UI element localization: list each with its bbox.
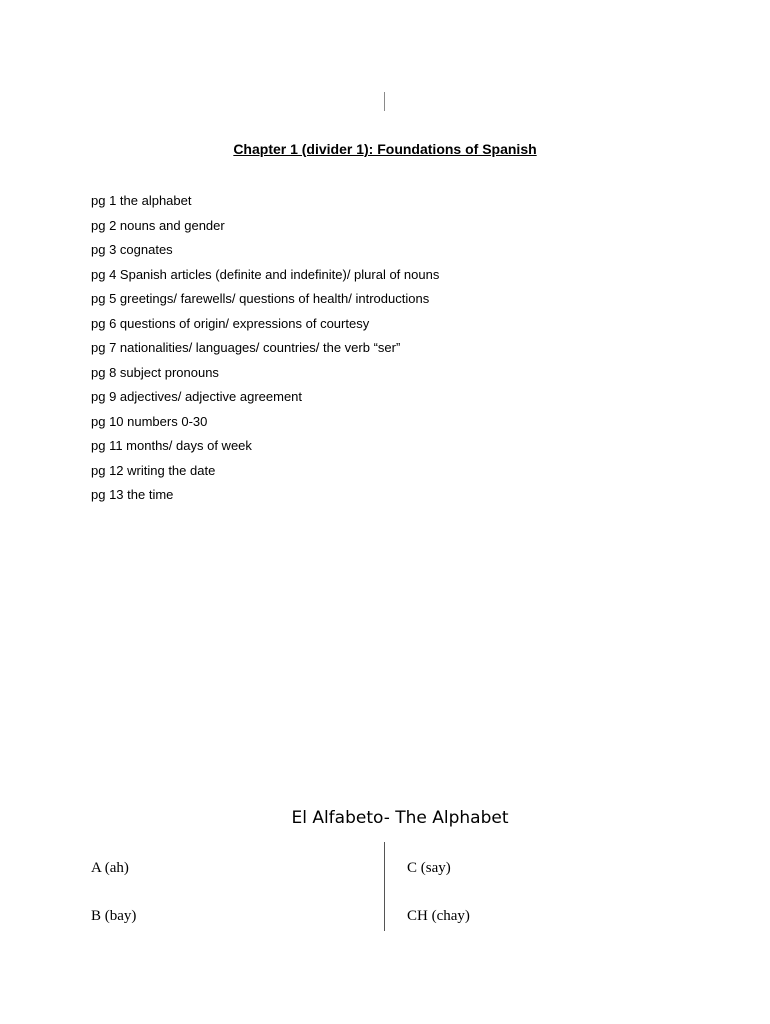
letter-b: B (bay) — [91, 908, 137, 924]
chapter-title: Chapter 1 (divider 1): Foundations of Spanish — [233, 141, 537, 157]
toc-item: pg 12 writing the date — [91, 462, 216, 478]
toc-item: pg 2 nouns and gender — [91, 217, 225, 233]
cursor-divider-line — [384, 92, 385, 111]
toc-item: pg 13 the time — [91, 487, 174, 502]
toc-item: pg 1 the alphabet — [91, 193, 192, 208]
toc-item: pg 10 numbers 0-30 — [91, 413, 208, 429]
toc-item: pg 9 adjectives/ adjective agreement — [91, 389, 303, 404]
column-divider — [384, 842, 385, 931]
toc-item: pg 8 subject pronouns — [91, 364, 219, 380]
toc-item: pg 5 greetings/ farewells/ questions of health/ introductions — [91, 291, 430, 306]
toc-item: pg 6 questions of origin/ expressions of courtesy — [91, 315, 370, 331]
toc-item: pg 4 Spanish articles (definite and indefinite)/ plural of nouns — [91, 266, 440, 282]
table-of-contents — [91, 192, 439, 511]
letter-a: A (ah) — [91, 860, 129, 876]
toc-item: pg 7 nationalities/ languages/ countries/ the verb “ser” — [91, 340, 401, 355]
alphabet-title: El Alfabeto- The Alphabet — [291, 808, 509, 828]
toc-item: pg 3 cognates — [91, 242, 173, 257]
toc-item: pg 11 months/ days of week — [91, 438, 252, 453]
letter-c: C (say) — [407, 860, 451, 876]
letter-ch: CH (chay) — [407, 908, 470, 924]
